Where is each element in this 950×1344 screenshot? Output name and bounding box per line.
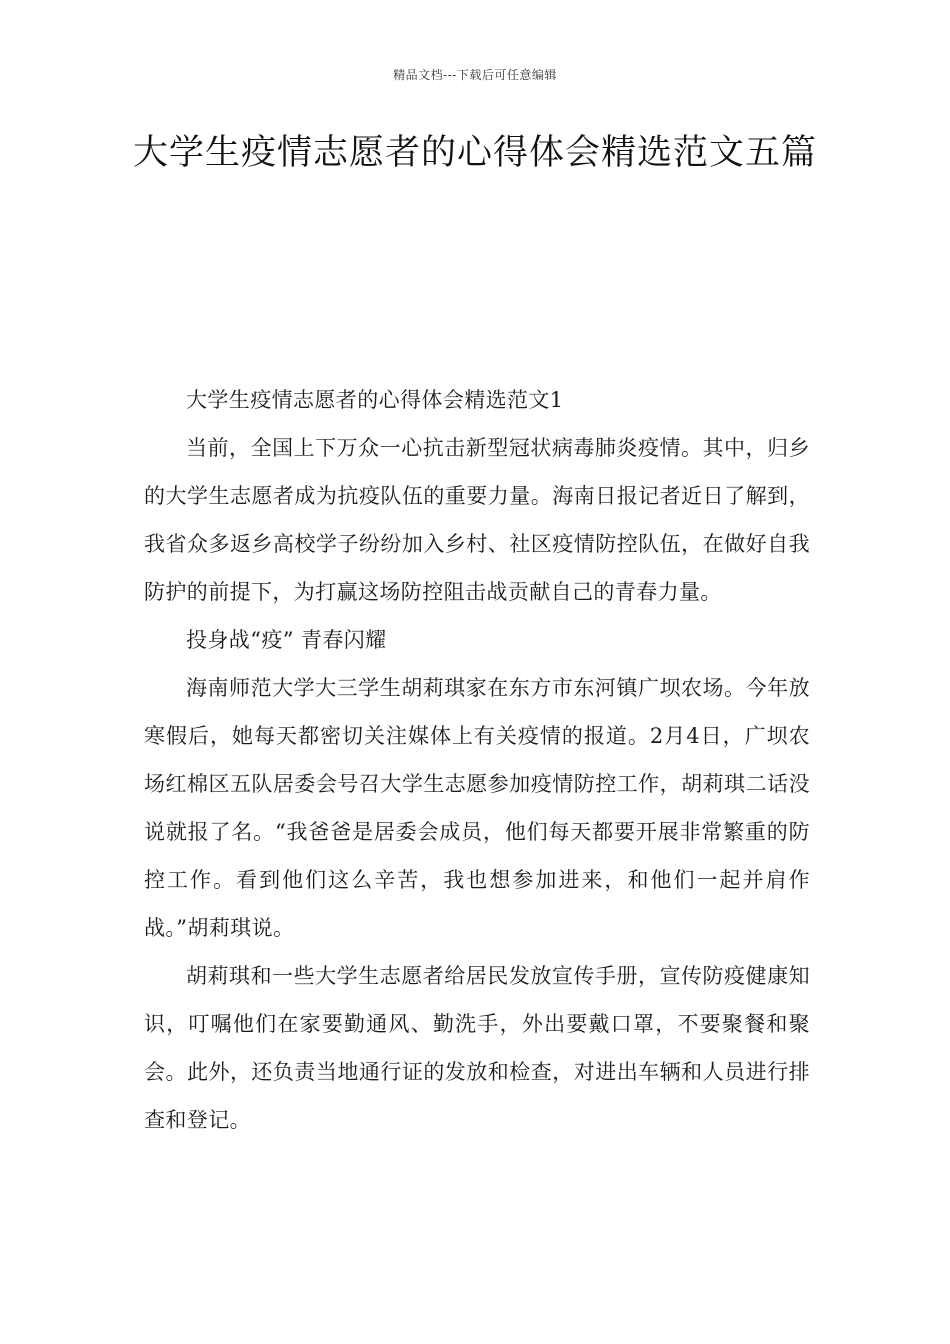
section-heading: 大学生疫情志愿者的心得体会精选范文1 <box>186 388 564 412</box>
document-body <box>144 376 810 1144</box>
header-note: 精品文档---下载后可任意编辑 <box>393 68 557 82</box>
subheading: 投身战“疫” 青春闪耀 <box>186 628 387 652</box>
document-title: 大学生疫情志愿者的心得体会精选范文五篇 <box>132 133 817 173</box>
paragraph: 当前，全国上下万众一心抗击新型冠状病毒肺炎疫情。其中，归乡的大学生志愿者成为抗疫队伍的重要力量。海南日报记者近日了解到，我省众多返乡高校学子纷纷加入乡村、社区疫情防控队伍，在做好自我防护的前提下，为打赢这场防控阻击战贡献自己的青春力量。 <box>144 436 810 604</box>
paragraph: 海南师范大学大三学生胡莉琪家在东方市东河镇广坝农场。今年放寒假后，她每天都密切关注媒体上有关疫情的报道。2月4日，广坝农场红棉区五队居委会号召大学生志愿参加疫情防控工作，胡莉琪二话没说就报了名。“我爸爸是居委会成员，他们每天都要开展非常繁重的防控工作。看到他们这么辛苦，我也想参加进来，和他们一起并肩作战。”胡莉琪说。 <box>144 676 810 940</box>
paragraph: 胡莉琪和一些大学生志愿者给居民发放宣传手册，宣传防疫健康知识，叮嘱他们在家要勤通风、勤洗手，外出要戴口罩，不要聚餐和聚会。此外，还负责当地通行证的发放和检查，对进出车辆和人员进行排查和登记。 <box>144 964 810 1132</box>
